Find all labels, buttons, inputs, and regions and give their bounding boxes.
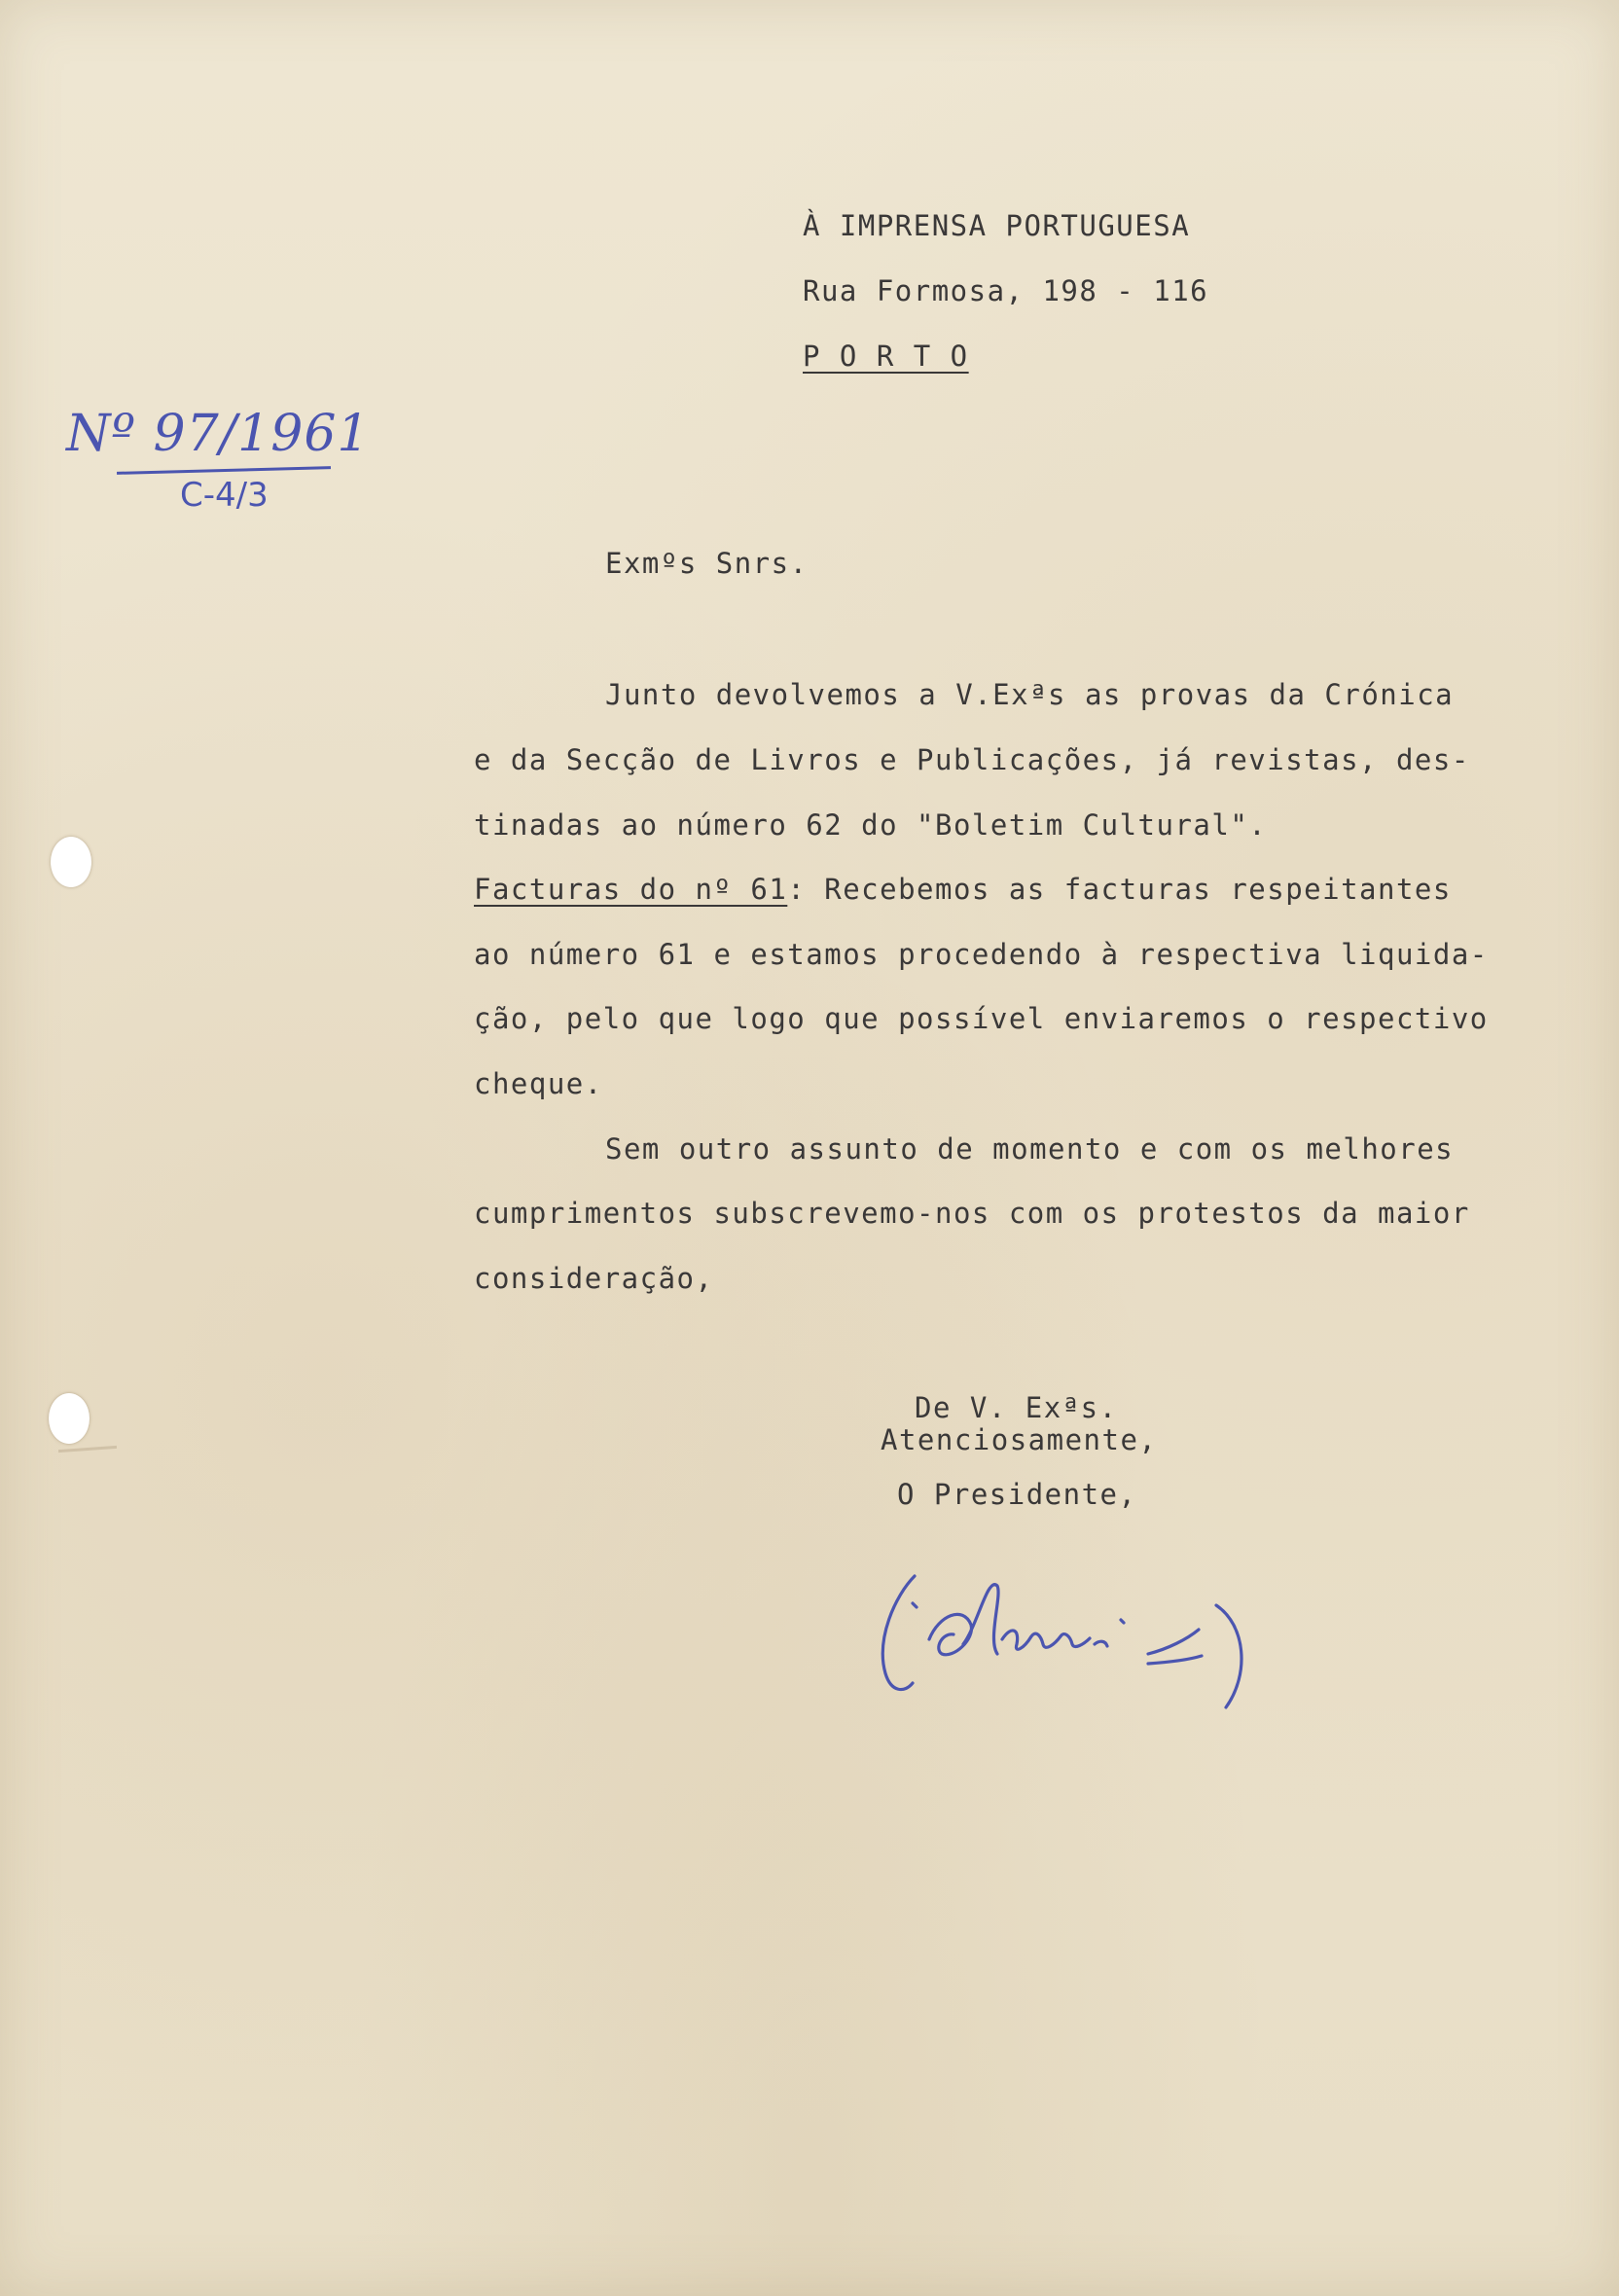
body-line-8: Sem outro assunto de momento e com os melhores [605,1132,1455,1166]
facturas-heading: Facturas do nº 61 [474,873,788,906]
salutation: Exmºs Snrs. [605,547,809,580]
body-line-4 [474,873,1452,906]
body-line-4-text: : Recebemos as facturas respeitantes [787,873,1452,906]
body-line-7: cheque. [474,1067,603,1100]
punch-hole-top [51,837,91,887]
body-line-9: cumprimentos subscrevemo-nos com os protestos da maior [474,1197,1470,1230]
body-line-3: tinadas ao número 62 do "Boletim Cultural". [474,808,1268,842]
body-line-1: Junto devolvemos a V.Exªs as provas da Crónica [605,678,1455,711]
recipient-name: À IMPRENSA PORTUGUESA [803,209,1191,242]
recipient-street: Rua Formosa, 198 - 116 [803,274,1209,307]
body-line-10: consideração, [474,1262,714,1295]
recipient-city: P O R T O [803,340,969,373]
closing-line-2: Atenciosamente, [881,1423,1158,1456]
president-signature [856,1547,1313,1732]
punch-hole-bottom [49,1393,90,1444]
reference-underline [117,466,331,475]
reference-number: Nº 97/1961 [66,405,371,463]
closing-line-3: O Presidente, [897,1478,1137,1511]
closing-line-1: De V. Exªs. [915,1391,1118,1424]
body-line-5: ao número 61 e estamos procedendo à respectiva liquida- [474,938,1489,971]
body-line-2: e da Secção de Livros e Publicações, já revistas, des- [474,743,1470,776]
paper-crease [58,1446,117,1453]
body-line-6: ção, pelo que logo que possível enviaremos o respectivo [474,1002,1489,1035]
reference-code: C-4/3 [180,476,269,515]
